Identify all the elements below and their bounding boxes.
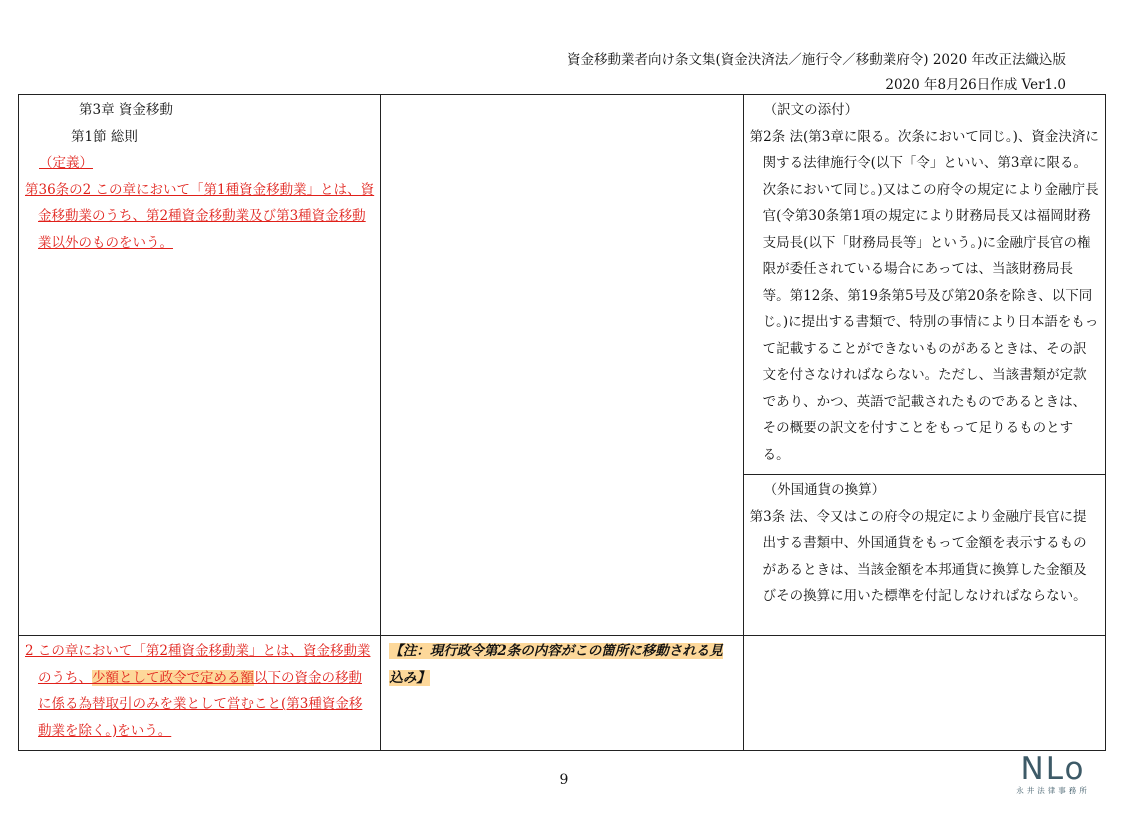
law-cell-chapter3: [19, 95, 381, 636]
logo-mark: NLo: [1020, 751, 1086, 787]
section-heading: 第1節 総則: [71, 128, 138, 145]
editorial-note: [381, 636, 742, 693]
paragraph2-text-part2: 以下の資金の移動に係る為替取引のみを業として営むこと(第3種資金移動業を除く。)をいう。: [38, 669, 363, 739]
article-36-2: [25, 177, 374, 257]
page-number: 9: [559, 772, 569, 788]
law-firm-logo: [1007, 752, 1099, 802]
editorial-note-text: 【注：現行政令第2条の内容がこの箇所に移動される見込み】: [389, 643, 723, 686]
document-header-title: 資金移動業者向け条文集(資金決済法／施行令／移動業府令) 2020 年改正法織込版: [567, 52, 1066, 68]
ordinance-cell-empty: [381, 95, 743, 636]
ordinance-note-cell: [381, 636, 743, 751]
law-cell-paragraph2: [19, 636, 381, 751]
document-header-version: 2020 年8月26日作成 Ver1.0: [885, 77, 1066, 93]
cabinet-order-cell-article2: [743, 95, 1105, 475]
article-3-text: 第3条 法、令又はこの府令の規定により金融庁長官に提出する書類中、外国通貨をもって金額を表示するものがあるときは、当該金額を本邦通貨に換算した金額及びその換算に用いた標準を付記しなければならない。: [749, 508, 1087, 604]
article-caption: [25, 150, 374, 177]
cabinet-order-cell-article3: [743, 475, 1105, 636]
caption-text: （定義）: [39, 155, 93, 171]
article-2-text: 第2条 法(第3章に限る。次条において同じ。)、資金決済に関する法律施行令(以下「令」といい、第3章に限る。次条において同じ。)又はこの府令の規定により金融庁長官(令第30条第1項の規定により財務局長又は福岡財務支局長(以下「財務局長等」という。)に金融庁長官の権限が委任されている場合にあっては、当該財務局長等。第12条、第19条第5号及び第20条を除き、以下同じ。)に提出する書類で、特別の事情により日本語をもって記載することができないものがあるときは、その訳文を付さなければならない。ただし、当該書類が定款であり、かつ、英語で記載されたものであるときは、その概要の訳文を付すことをもって足りるものとする。: [749, 128, 1099, 463]
statute-comparison-table: [18, 94, 1106, 751]
highlighted-amount-phrase: 少額として政令で定める額: [92, 669, 254, 686]
cabinet-order-cell-empty: [743, 636, 1105, 751]
article-caption: （外国通貨の換算）: [763, 482, 886, 498]
article-caption: （訳文の添付）: [763, 102, 859, 118]
paragraph2-text-part1: 2 この章において「第2種資金移動業」とは、資金移動業のうち、: [25, 643, 371, 686]
article-text: 第36条の2 この章において「第1種資金移動業」とは、資金移動業のうち、第2種資金移動業及び第3種資金移動業以外のものをいう。: [25, 181, 375, 251]
firm-name: 永井法律事務所: [1016, 786, 1090, 795]
table-row: [19, 95, 1106, 475]
chapter-heading: 第3章 資金移動: [79, 102, 173, 118]
table-row: [19, 636, 1106, 751]
